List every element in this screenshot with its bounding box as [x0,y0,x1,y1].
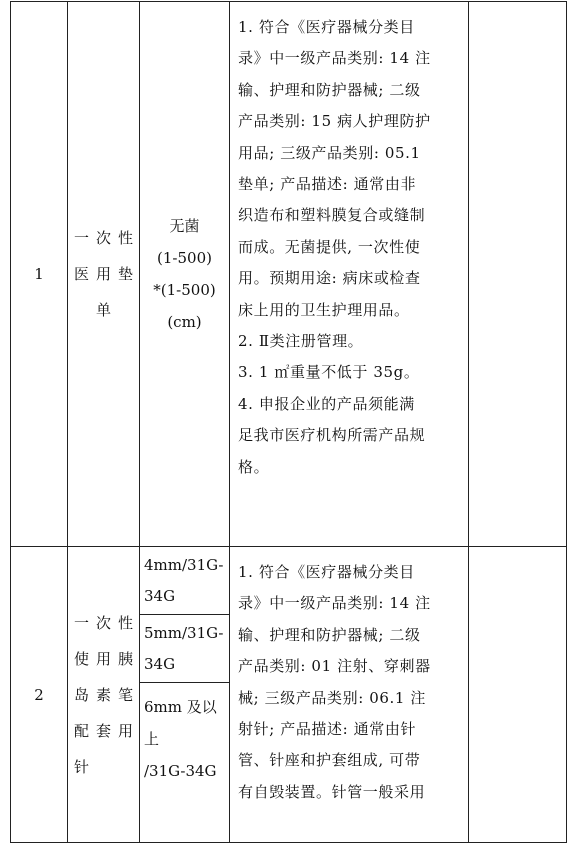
description-line: 垫单; 产品描述: 通常由非 [238,175,417,194]
product-name-line: 使用胰 [74,649,133,668]
product-spec-table [10,1,567,843]
description-line: 3. 1 ㎡重量不低于 35g。 [238,363,420,382]
spec-cell [140,2,230,547]
description-line: 足我市医疗机构所需产品规 [238,426,426,445]
description-line: 产品类别: 15 病人护理防护 [238,112,431,131]
row-number-cell [11,2,68,547]
spec-line: 5mm/31G- [144,623,224,642]
product-name-cell [68,547,140,843]
description-line: 射针; 产品描述: 通常由针 [238,720,417,739]
description-line: 4. 申报企业的产品须能满 [238,394,415,413]
description-line: 格。 [238,457,270,476]
description-line: 输、护理和防护器械; 二级 [238,80,421,99]
description-line: 械; 三级产品类别: 06.1 注 [238,688,427,707]
product-name-line: 岛素笔 [74,685,133,704]
spec-line: 6mm 及以 [144,698,217,716]
table-row [11,2,567,547]
description-line: 1. 符合《医疗器械分类目 [238,18,415,36]
description-cell [230,2,469,547]
row-number: 1 [34,265,44,283]
description-line: 床上用的卫生护理用品。 [238,300,410,319]
table-row [11,547,567,615]
row-number-cell [11,547,68,843]
description-cell [230,547,469,843]
description-line: 产品类别: 01 注射、穿刺器 [238,657,431,676]
description-line: 2. Ⅱ类注册管理。 [238,332,364,351]
description-line: 织造布和塑料膜复合或缝制 [238,206,426,225]
spec-line: 无菌 [169,217,200,235]
spec-line: 4mm/31G- [144,555,224,574]
product-name-cell [68,2,140,547]
product-name-line: 针 [74,757,90,776]
remarks-cell [469,547,567,843]
description-line: 输、护理和防护器械; 二级 [238,625,421,644]
spec-option-cell [140,547,230,615]
description-line: 1. 符合《医疗器械分类目 [238,563,415,581]
description-line: 有自毁装置。针管一般采用 [238,782,426,801]
spec-line: (cm) [167,313,202,331]
product-name-line: 单 [95,301,111,319]
description-line: 用品; 三级产品类别: 05.1 [238,143,421,162]
description-line: 录》中一级产品类别: 14 注 [238,49,431,68]
description-line: 而成。无菌提供, 一次性使 [238,237,421,256]
spec-line: 34G [144,586,176,605]
spec-line: (1-500) [157,249,212,267]
spec-line: *(1-500) [153,281,216,299]
product-name-line: 一次性 [74,613,133,632]
spec-option-cell [140,615,230,683]
spec-option-cell [140,683,230,843]
spec-line: 上 [144,730,160,748]
remarks-cell [469,2,567,547]
description-line: 用。预期用途: 病床或检查 [238,269,421,288]
spec-line: /31G-34G [144,762,217,780]
product-name-line: 配套用 [74,721,133,740]
description-line: 管、针座和护套组成, 可带 [238,751,421,770]
product-name-line: 医用垫 [74,265,133,283]
description-line: 录》中一级产品类别: 14 注 [238,594,431,613]
product-name-line: 一次性 [74,229,133,247]
spec-line: 34G [144,654,176,673]
row-number: 2 [34,685,44,704]
